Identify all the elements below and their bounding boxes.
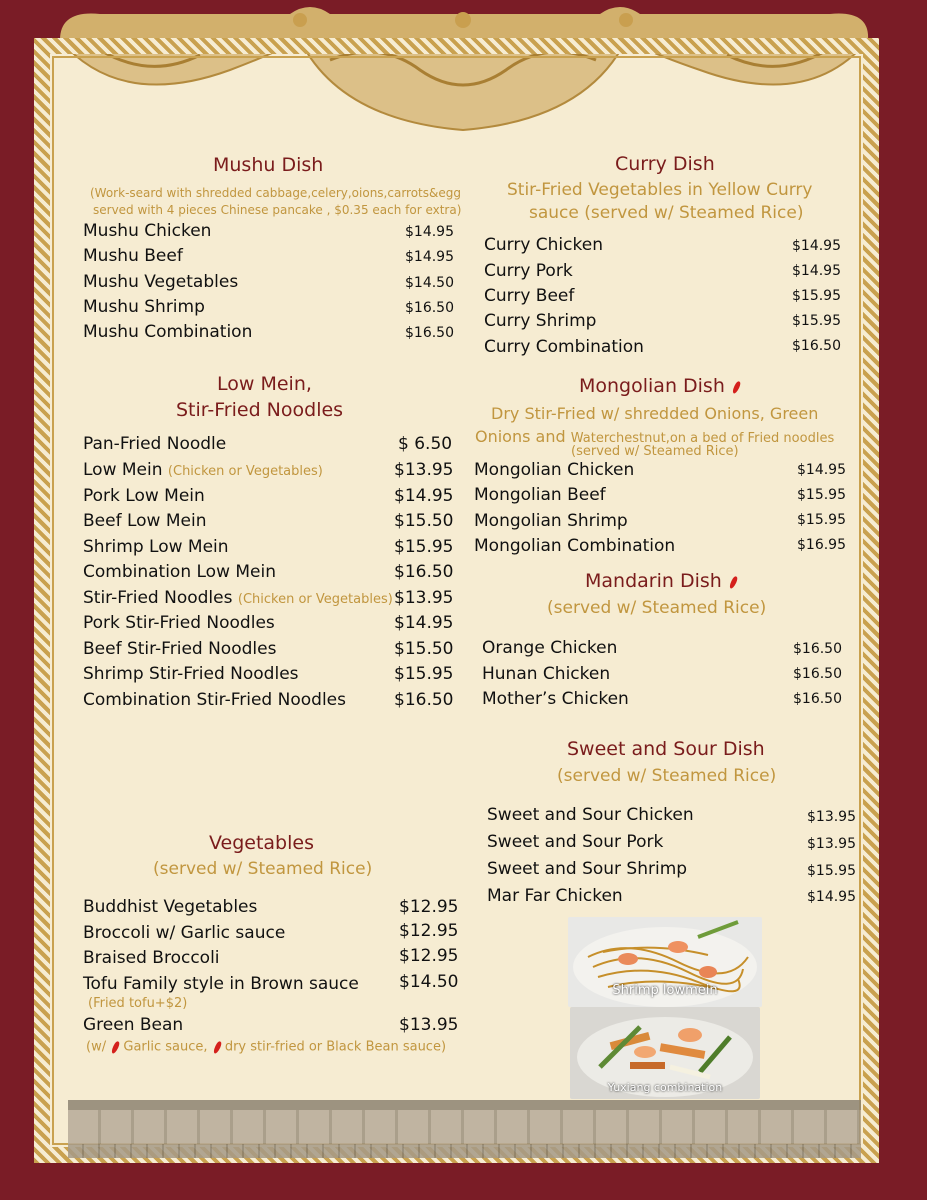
mushu-note-line1: (Work-seard with shredded cabbage,celery,oions,carrots&egg <box>90 186 461 200</box>
menu-item-name: Mushu Chicken <box>83 221 212 241</box>
menu-item-name: Pork Low Mein <box>83 486 205 506</box>
menu-item-price: $15.95 <box>394 537 454 557</box>
title-text: Mandarin Dish <box>585 570 722 592</box>
item-note: (Chicken or Vegetables) <box>167 464 323 479</box>
menu-item-price: $15.50 <box>394 639 454 659</box>
vegetables-title: Vegetables <box>209 832 314 854</box>
menu-item-price: $14.95 <box>797 462 846 478</box>
menu-item-price: $15.95 <box>797 487 846 503</box>
menu-item-name: Sweet and Sour Pork <box>487 832 664 852</box>
menu-item-price: $15.95 <box>807 863 856 879</box>
menu-item-name: Combination Low Mein <box>83 562 277 582</box>
menu-item-name: Mushu Combination <box>83 322 253 342</box>
menu-item-name <box>83 460 323 480</box>
menu-item-name: Mongolian Beef <box>474 485 606 505</box>
menu-item-name: Buddhist Vegetables <box>83 897 258 917</box>
lowmein-title-line1: Low Mein, <box>217 373 312 395</box>
menu-item-name: Broccoli w/ Garlic sauce <box>83 923 286 943</box>
menu-item-price: $15.95 <box>792 313 841 329</box>
menu-item-price: $14.50 <box>405 275 454 291</box>
menu-item-price: $16.50 <box>394 690 454 710</box>
photo-caption: Shrimp lowmein <box>612 983 718 998</box>
mongolian-title <box>579 375 740 397</box>
chili-pepper-icon <box>110 1039 119 1055</box>
menu-item-price: $13.95 <box>394 460 454 480</box>
menu-item-name: Orange Chicken <box>482 638 618 658</box>
menu-item-price: $16.50 <box>793 641 842 657</box>
menu-item-name: Combination Stir-Fried Noodles <box>83 690 346 710</box>
menu-item-price: $ 6.50 <box>398 434 453 454</box>
menu-item-name: Green Bean <box>83 1015 184 1035</box>
menu-item-name: Curry Shrimp <box>484 311 597 331</box>
item-name-text: Stir-Fried Noodles <box>83 588 233 608</box>
item-note: (Chicken or Vegetables) <box>237 592 393 607</box>
mongolian-subtitle-line1: Dry Stir-Fried w/ shredded Onions, Green <box>491 404 819 423</box>
chili-pepper-icon <box>728 574 737 590</box>
shrimp-lowmein-photo <box>568 917 762 1007</box>
vegetables-subtitle: (served w/ Steamed Rice) <box>153 859 373 879</box>
subtitle-text: Waterchestnut,on a bed of Fried noodles <box>570 431 835 446</box>
menu-item-price: $12.95 <box>399 897 459 917</box>
menu-item-price: $16.50 <box>405 325 454 341</box>
menu-item-name: Mushu Shrimp <box>83 297 205 317</box>
menu-item-price: $14.95 <box>394 613 454 633</box>
menu-item-name: Mongolian Chicken <box>474 460 635 480</box>
note-text: dry stir-fried or Black Bean sauce) <box>224 1039 447 1055</box>
menu-item-price: $16.50 <box>793 666 842 682</box>
menu-item-name: Curry Combination <box>484 337 644 357</box>
ornament-crown <box>0 0 927 135</box>
green-bean-note <box>86 1039 446 1055</box>
menu-item-price: $16.50 <box>792 338 841 354</box>
sweetsour-subtitle: (served w/ Steamed Rice) <box>557 766 777 786</box>
photo-caption: Yuxiang combination <box>607 1081 723 1094</box>
menu-item-price: $16.50 <box>793 691 842 707</box>
subtitle-text: Onions and <box>475 427 566 446</box>
curry-title: Curry Dish <box>615 153 715 175</box>
menu-item-price: $15.95 <box>792 288 841 304</box>
item-name-text: Low Mein <box>83 460 163 480</box>
menu-item-name: Sweet and Sour Shrimp <box>487 859 688 879</box>
menu-item-price: $14.95 <box>792 238 841 254</box>
tofu-note: (Fried tofu+$2) <box>88 996 188 1011</box>
menu-item-price: $16.95 <box>797 537 846 553</box>
menu-item-price: $14.95 <box>394 486 454 506</box>
menu-item-name: Hunan Chicken <box>482 664 611 684</box>
menu-item-price: $16.50 <box>394 562 454 582</box>
menu-item-name: Sweet and Sour Chicken <box>487 805 694 825</box>
chili-pepper-icon <box>731 379 740 395</box>
menu-item-price: $14.95 <box>792 263 841 279</box>
menu-item-name: Mongolian Combination <box>474 536 676 556</box>
menu-item-price: $14.95 <box>807 889 856 905</box>
menu-item-price: $12.95 <box>399 946 459 966</box>
menu-item-price: $14.50 <box>399 972 459 992</box>
menu-item-price: $15.50 <box>394 511 454 531</box>
menu-item-name: Pork Stir-Fried Noodles <box>83 613 275 633</box>
mushu-note-line2: served with 4 pieces Chinese pancake , $0.35 each for extra) <box>93 203 462 217</box>
menu-item-name: Braised Broccoli <box>83 948 220 968</box>
title-text: Mongolian Dish <box>579 375 725 397</box>
menu-item-name: Mongolian Shrimp <box>474 511 628 531</box>
note-text: (w/ <box>86 1039 107 1055</box>
menu-item-name <box>83 588 393 608</box>
mushu-title: Mushu Dish <box>213 154 324 176</box>
menu-item-name: Shrimp Low Mein <box>83 537 229 557</box>
roof-tiles-decoration <box>68 1100 861 1158</box>
mandarin-subtitle: (served w/ Steamed Rice) <box>547 598 767 618</box>
mongolian-subtitle-line3: (served w/ Steamed Rice) <box>571 444 739 459</box>
menu-item-price: $13.95 <box>807 836 856 852</box>
menu-item-price: $13.95 <box>394 588 454 608</box>
menu-item-name: Beef Stir-Fried Noodles <box>83 639 277 659</box>
menu-item-name: Curry Chicken <box>484 235 603 255</box>
menu-item-price: $14.95 <box>405 249 454 265</box>
chili-pepper-icon <box>212 1039 221 1055</box>
lowmein-title-line2: Stir-Fried Noodles <box>176 399 344 421</box>
menu-item-name: Mushu Beef <box>83 246 183 266</box>
menu-item-price: $15.95 <box>797 512 846 528</box>
menu-item-price: $16.50 <box>405 300 454 316</box>
menu-item-price: $14.95 <box>405 224 454 240</box>
menu-item-name: Curry Beef <box>484 286 575 306</box>
menu-item-name: Pan-Fried Noodle <box>83 434 227 454</box>
menu-item-name: Curry Pork <box>484 261 573 281</box>
yuxiang-combination-photo <box>570 1007 760 1099</box>
menu-item-price: $13.95 <box>807 809 856 825</box>
menu-item-price: $15.95 <box>394 664 454 684</box>
note-text: Garlic sauce, <box>123 1039 208 1055</box>
menu-item-name: Beef Low Mein <box>83 511 207 531</box>
sweetsour-title: Sweet and Sour Dish <box>567 738 765 760</box>
mandarin-title <box>585 570 737 592</box>
menu-item-name: Mar Far Chicken <box>487 886 623 906</box>
menu-item-name: Tofu Family style in Brown sauce <box>83 974 359 994</box>
menu-item-name: Shrimp Stir-Fried Noodles <box>83 664 299 684</box>
menu-item-name: Mushu Vegetables <box>83 272 239 292</box>
curry-subtitle-line1: Stir-Fried Vegetables in Yellow Curry <box>507 180 813 200</box>
menu-item-price: $13.95 <box>399 1015 459 1035</box>
menu-item-name: Mother’s Chicken <box>482 689 629 709</box>
curry-subtitle-line2: sauce (served w/ Steamed Rice) <box>529 203 804 223</box>
menu-item-price: $12.95 <box>399 921 459 941</box>
